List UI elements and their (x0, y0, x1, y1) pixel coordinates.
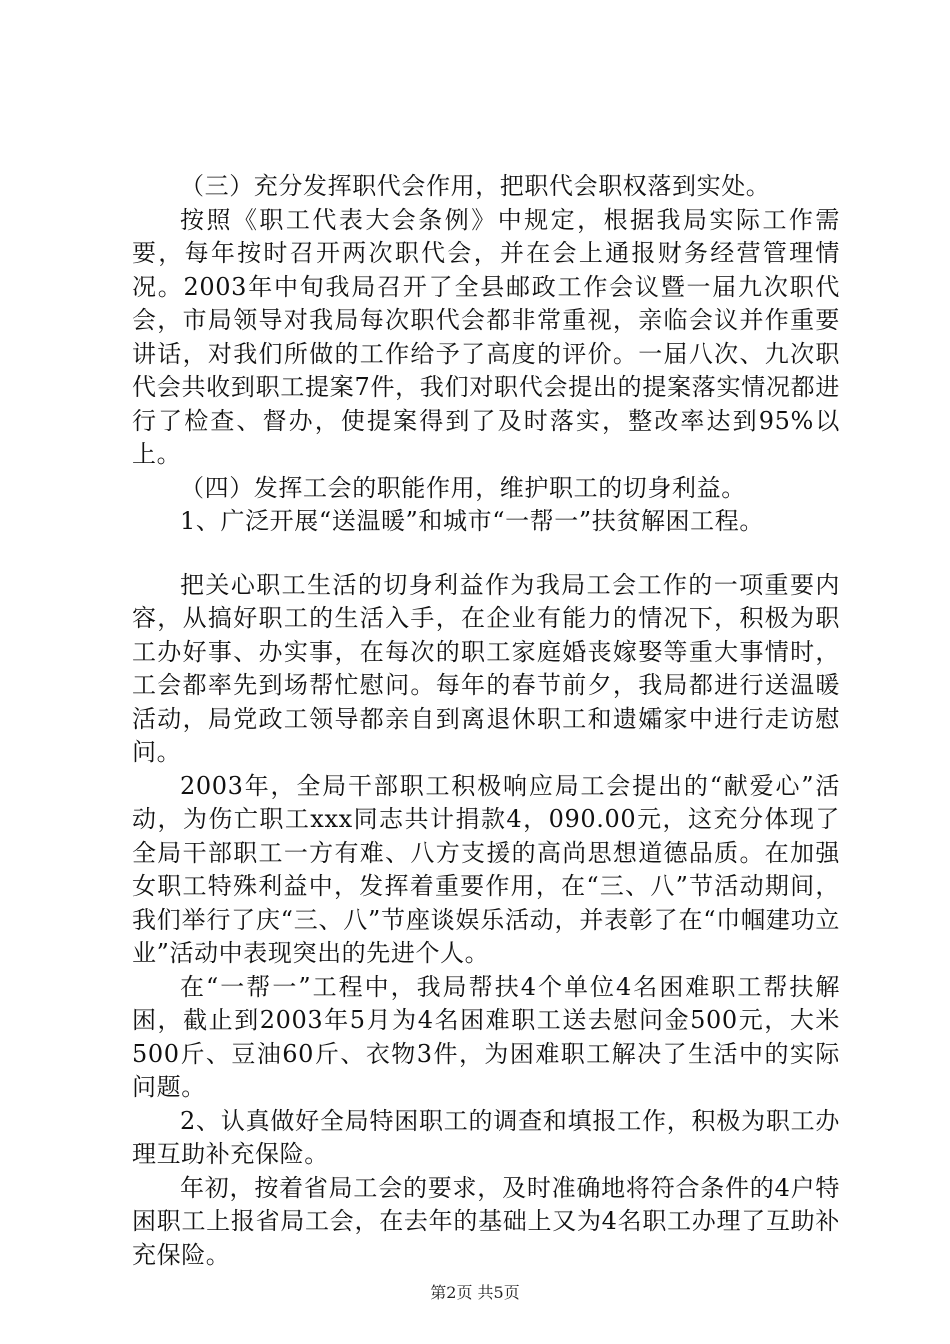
subheading-warmth-program: 1、广泛开展“送温暖”和城市“一帮一”扶贫解困工程。 (180, 507, 764, 535)
section-heading-four: （四）发挥工会的职能作用，维护职工的切身利益。 (180, 473, 746, 502)
subheading-insurance: 2、认真做好全局特困职工的调查和填报工作，积极为职工办理互助补充保险。 (132, 1106, 840, 1168)
page-number-footer: 第2页 共5页 (430, 1283, 520, 1302)
paragraph-care-for-workers: 把关心职工生活的切身利益作为我局工会工作的一项重要内容，从搞好职工的生活入手，在企业有能力的情况下，积极为职工办好事、办实事，在每次的职工家庭婚丧嫁娶等重大事情时，工会都率先到场帮忙慰问。每年的春节前夕，我局都进行送温暖活动，局党政工领导都亲自到离退休职工和遗孀家中进行走访慰问。 (132, 570, 840, 766)
document-body (132, 170, 840, 1272)
paragraph-gap (132, 539, 840, 569)
paragraph-insurance-details: 年初，按着省局工会的要求，及时准确地将符合条件的4户特困职工上报省局工会，在去年的基础上又为4名职工办理了互助补充保险。 (132, 1173, 840, 1269)
section-heading-three: （三）充分发挥职代会作用，把职代会职权落到实处。 (180, 172, 771, 200)
paragraph-workers-congress: 按照《职工代表大会条例》中规定，根据我局实际工作需要，每年按时召开两次职代会，并在会上通报财务经营管理情况。2003年中旬我局召开了全县邮政工作会议暨一届九次职代会，市局领导对我局每次职代会都非常重视，亲临会议并作重要讲话，对我们所做的工作给予了高度的评价。一届八次、九次职代会共收到职工提案7件，我们对职代会提出的提案落实情况都进行了检查、督办，使提案得到了及时落实，整改率达到95%以上。 (132, 205, 840, 468)
paragraph-one-help-one: 在“一帮一”工程中，我局帮扶4个单位4名困难职工帮扶解困，截止到2003年5月为4名困难职工送去慰问金500元，大米500斤、豆油60斤、衣物3件，为困难职工解决了生活中的实际问题。 (132, 972, 840, 1101)
paragraph-donation-activity: 2003年，全局干部职工积极响应局工会提出的“献爱心”活动，为伤亡职工xxx同志共计捐款4，090.00元，这充分体现了全局干部职工一方有难、八方支援的高尚思想道德品质。在加强女职工特殊利益中，发挥着重要作用，在“三、八”节活动期间，我们举行了庆“三、八”节座谈娱乐活动，并表彰了在“巾帼建功立业”活动中表现突出的先进个人。 (132, 771, 840, 967)
